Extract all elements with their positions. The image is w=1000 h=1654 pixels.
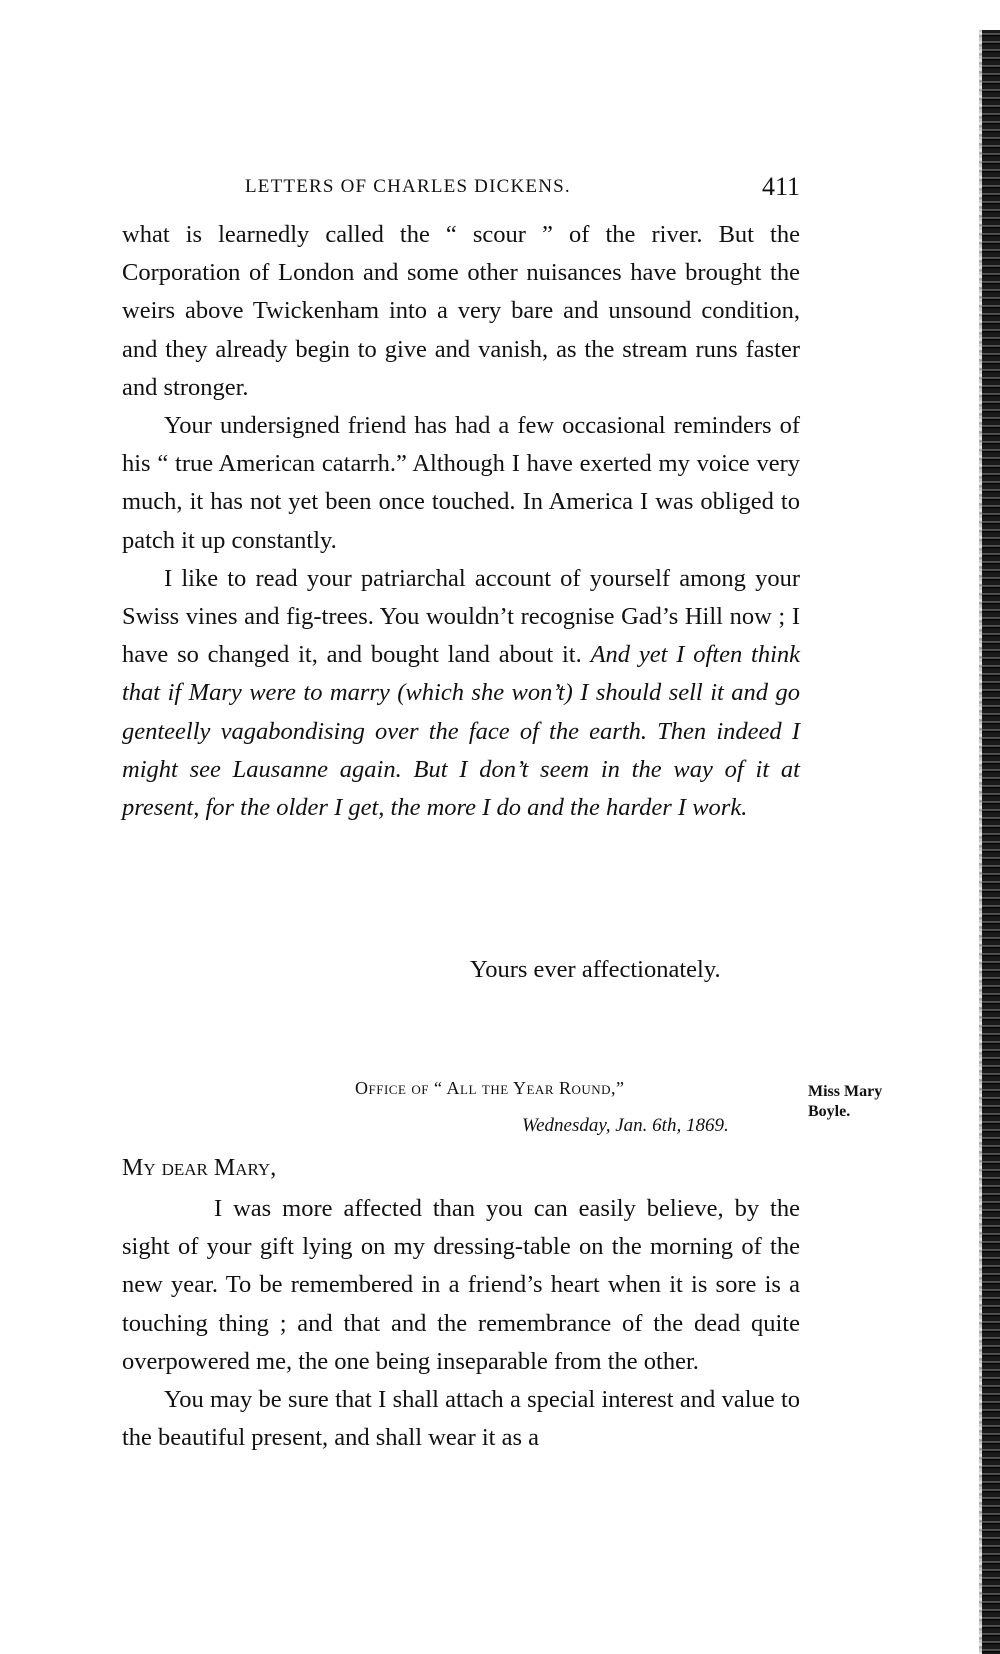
dateline-office: Office of “ All the Year Round,”	[355, 1078, 625, 1098]
salutation: My dear Mary,	[122, 1155, 277, 1181]
recipient-sidenote: Miss Mary Boyle.	[808, 1083, 883, 1120]
page-edge-binding	[982, 30, 1000, 1654]
paragraph-gift: I was more affected than you can easily believe, by the sight of your gift lying on my dressing-table on the morning of the new year. To be remembered in a friend’s heart when it is sore is a touching thing ; and that and the remembrance of the dead quite overpowered me, the one being inseparable from the other.	[122, 1195, 800, 1375]
running-title: LETTERS OF CHARLES DICKENS.	[245, 176, 571, 197]
paragraph-patriarchal-roman: I like to read your patriarchal account of yourself among your Swiss vines and fig-trees. You wouldn’t recognise Gad’s Hill now ; I have so changed it, and bought land about it.	[122, 564, 800, 669]
paragraph-catarrh: Your undersigned friend has had a few occasional reminders of his “ true American catarrh.” Although I have exerted my voice very much, it has not yet been once touched. In America I was obliged to patch it up constantly.	[122, 412, 800, 554]
page-number: 411	[761, 172, 800, 201]
letter-continuation	[122, 216, 800, 827]
paragraph-scour: what is learnedly called the “ scour ” of the river. But the Corporation of London and some other nuisances have brought the weirs above Twickenham into a very bare and unsound condition, and they already begin to give and vanish, as the stream runs faster and stronger.	[122, 221, 800, 401]
paragraph-present: You may be sure that I shall attach a special interest and value to the beautiful present, and shall wear it as a	[122, 1386, 800, 1452]
paragraph-patriarchal	[122, 560, 800, 827]
paragraph-patriarchal-italic: And yet I often think that if Mary were to marry (which she won’t) I should sell it and go genteelly vagabondising over the face of the earth. Then indeed I might see Lausanne again. But I don’t seem in the way of it at present, for the older I get, the more I do and the harder I work.	[122, 641, 800, 822]
running-head	[245, 172, 800, 204]
closing-signoff: Yours ever affectionately.	[470, 956, 721, 983]
dateline-date: Wednesday, Jan. 6th, 1869.	[522, 1115, 729, 1136]
letter-body	[122, 1190, 800, 1457]
